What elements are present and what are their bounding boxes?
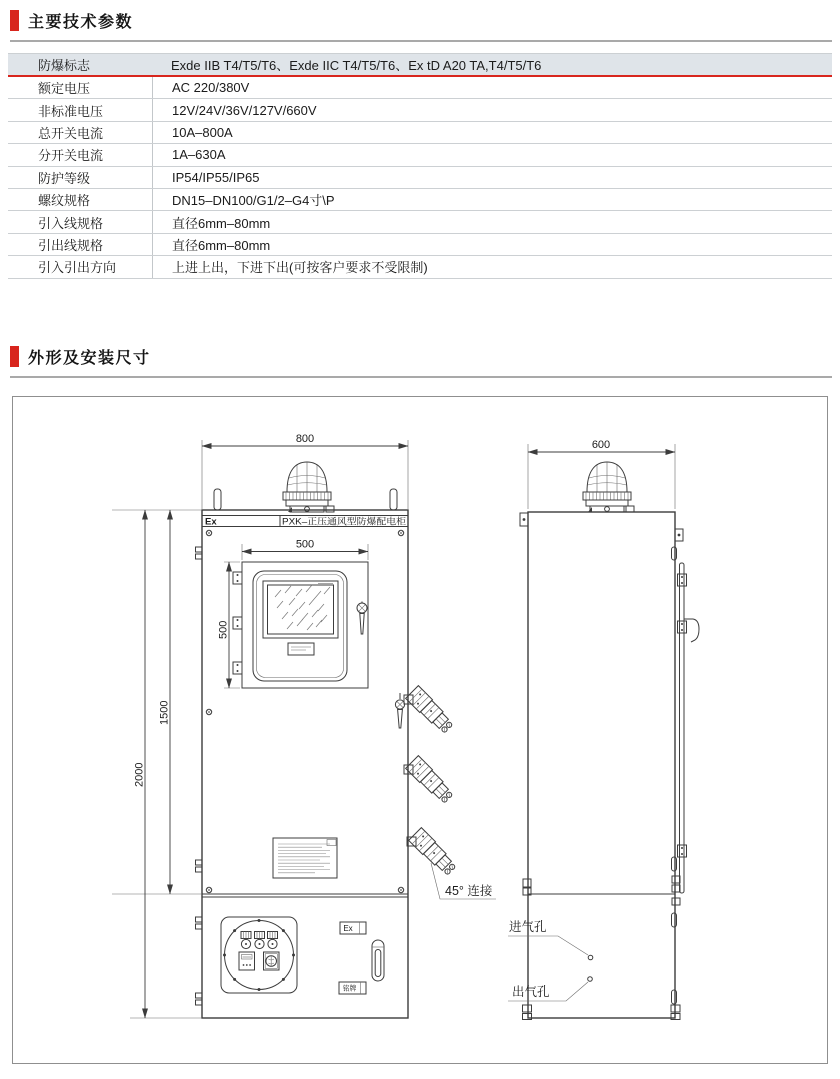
table-row [8,189,832,211]
section-title: 主要技术参数 [28,14,134,31]
side-view [508,439,699,1020]
edge-tab [196,547,203,559]
flange-bolts [223,919,295,991]
edge-clip [523,879,531,887]
table-row [8,234,832,256]
dim-front-width [202,433,408,509]
table-row [8,99,832,121]
edge-tab [196,917,203,929]
air-inlet-text: 进气孔 [509,920,547,934]
screw [206,530,211,535]
row-value: DN15–DN100/G1/2–G4寸\P [152,189,832,210]
hinge [678,574,687,586]
table-row [8,54,832,77]
air-inlet-callout [508,919,593,960]
technical-drawing [13,397,827,1063]
dim-window-width [242,539,368,561]
section-header-params [10,6,832,42]
row-value: 1A–630A [152,144,832,165]
hinge [233,572,242,584]
row-label: 非标准电压 [38,103,104,119]
lower-compartment [221,917,384,994]
row-value: 直径6mm–80mm [152,211,832,232]
glass-hatching [275,585,330,630]
table-row [8,211,832,233]
roof-bracket-right [675,529,683,541]
symbol-module [264,952,280,970]
row-value: AC 220/380V [152,77,832,98]
edge-clip [672,876,680,883]
row-label: 防爆标志 [38,58,91,73]
red-accent-bar [10,346,19,367]
row-label: 防护等级 [38,170,91,186]
red-accent-bar [10,10,19,31]
cabinet-front-outline [202,510,408,1018]
edge-clip [672,898,680,905]
parameters-table [8,53,832,279]
screw [398,887,403,892]
dim-label-500h: 500 [217,620,230,639]
lifting-post-right [390,489,397,510]
edge-clip [672,885,680,892]
table-row [8,167,832,189]
nameplate-plate [339,982,366,994]
lifting-post-left [214,489,221,510]
title-band [202,515,408,527]
row-value: Exde IIB T4/T5/T6、Exde IIC T4/T5/T6、Ex tD A20 TA,T4/T5/T6 [171,58,542,73]
front-view [112,433,496,1018]
compartment-divider [202,894,408,897]
section-title: 外形及安装尺寸 [28,350,151,367]
warning-beacon-side [583,462,634,512]
flange-panel [221,917,297,993]
hinge [678,845,687,857]
edge-tab [196,993,203,1005]
screw [206,709,211,714]
dim-label-600: 600 [591,439,611,451]
row-label: 引入线规格 [38,215,104,231]
side-door-edge [678,563,700,893]
row-label: 额定电压 [38,81,91,97]
dim-label-1500: 1500 [158,700,171,725]
vertical-handle [372,940,384,981]
roof-bracket-left [520,513,528,526]
hinge [233,617,242,629]
ex-mark-text: Ex [205,516,217,528]
edge-capsule [672,990,677,1004]
connector-45deg [409,828,459,878]
row-label: 引入引出方向 [38,260,117,276]
product-title-text: PXK–正压通风型防爆配电柜 [282,516,398,527]
air-outlet-text: 出气孔 [512,985,550,999]
hinge [233,662,242,674]
window-handle [357,602,367,635]
cabinet-side-outline [528,512,675,1018]
warning-beacon-front [283,462,334,512]
connector-45deg [406,686,456,736]
connection-note-text: 45° 连接 [445,884,493,898]
section-header-dimensions [10,342,832,378]
row-value: 10A–800A [152,122,832,143]
ex-plate [340,922,366,934]
table-row [8,256,832,278]
meter-module [239,952,255,970]
row-value: IP54/IP55/IP65 [152,167,832,188]
hinge [678,621,687,633]
foot-bracket [523,1005,532,1012]
door-nameplate [273,838,337,878]
table-row [8,122,832,144]
row-label: 引出线规格 [38,237,104,253]
screw [398,530,403,535]
nameplate-plate-text: 铭牌 [342,985,357,993]
table-row [8,77,832,99]
row-value: 上进上出，下进下出(可按客户要求不受限制) [152,256,832,277]
dim-heights [112,510,202,1018]
dim-label-2000: 2000 [133,762,146,787]
gauge-row [241,932,278,949]
row-label: 总开关电流 [38,125,104,141]
row-value: 12V/24V/36V/127V/660V [152,99,832,120]
drawing-panel [12,396,828,1064]
edge-capsule [672,913,677,927]
keypad-label [288,643,314,655]
dim-label-500w: 500 [295,538,315,551]
row-label: 螺纹规格 [38,193,91,209]
row-label: 分开关电流 [38,148,104,164]
edge-tab [196,860,203,872]
row-value: 直径6mm–80mm [152,234,832,255]
door-lock-spindle [395,693,404,728]
edge-capsule [672,857,677,871]
screw [206,887,211,892]
ex-plate-text: Ex [343,924,353,933]
dim-side-width [528,439,675,509]
dim-label-800: 800 [295,433,315,445]
door-window [233,562,368,688]
edge-capsule [672,547,677,560]
air-outlet-callout [508,977,592,1001]
connector-45deg [406,756,456,806]
table-row [8,144,832,166]
